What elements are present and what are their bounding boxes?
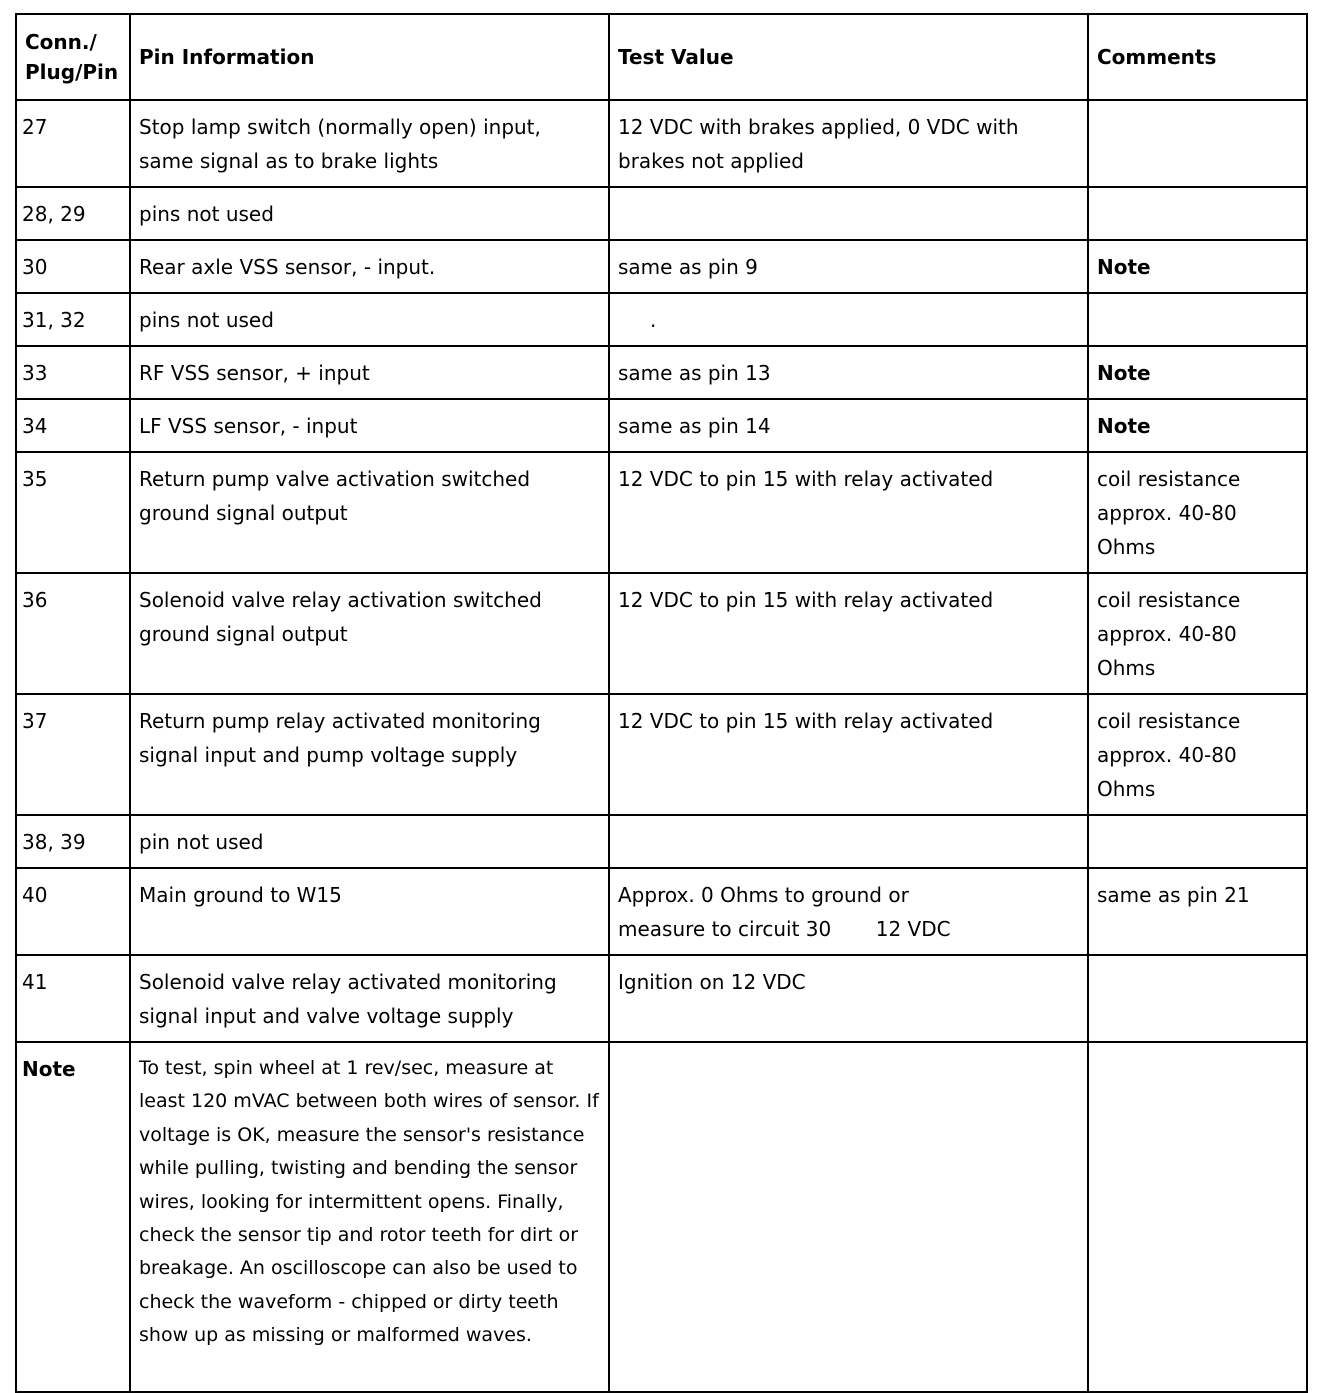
pin-info-table bbox=[15, 13, 1308, 1393]
row-test bbox=[609, 187, 1088, 240]
row-conn: 31, 32 bbox=[16, 293, 130, 346]
table-row bbox=[16, 293, 1307, 346]
row-comment bbox=[1088, 293, 1307, 346]
row-test: Approx. 0 Ohms to ground or measure to circuit 30 12 VDC bbox=[609, 868, 1088, 955]
table-row bbox=[16, 240, 1307, 293]
row-test: 12 VDC to pin 15 with relay activated bbox=[609, 452, 1088, 573]
row-info: Return pump valve activation switched ground signal output bbox=[130, 452, 609, 573]
row-info: pins not used bbox=[130, 293, 609, 346]
row-conn: 34 bbox=[16, 399, 130, 452]
row-conn: 27 bbox=[16, 100, 130, 187]
row-info: Stop lamp switch (normally open) input, same signal as to brake lights bbox=[130, 100, 609, 187]
row-test: Ignition on 12 VDC bbox=[609, 955, 1088, 1042]
row-info: LF VSS sensor, - input bbox=[130, 399, 609, 452]
table-row bbox=[16, 694, 1307, 815]
row-comment: Note bbox=[1088, 399, 1307, 452]
header-comments: Comments bbox=[1088, 14, 1307, 100]
row-test: 12 VDC to pin 15 with relay activated bbox=[609, 573, 1088, 694]
row-comment bbox=[1088, 187, 1307, 240]
note-label: Note bbox=[16, 1042, 130, 1392]
note-text: To test, spin wheel at 1 rev/sec, measure at least 120 mVAC between both wires of sensor. If voltage is OK, measure the sensor's resistance while pulling, twisting and bending the sensor wires, looking for intermittent opens. Finally, check the sensor tip and rotor teeth for dirt or breakage. An oscilloscope can also be used to check the waveform - chipped or dirty teeth show up as missing or malformed waves. bbox=[130, 1042, 609, 1392]
note-empty-comment bbox=[1088, 1042, 1307, 1392]
table-row bbox=[16, 399, 1307, 452]
row-test: 12 VDC to pin 15 with relay activated bbox=[609, 694, 1088, 815]
row-info: RF VSS sensor, + input bbox=[130, 346, 609, 399]
row-conn: 35 bbox=[16, 452, 130, 573]
row-conn: 37 bbox=[16, 694, 130, 815]
table-row bbox=[16, 955, 1307, 1042]
row-info: Solenoid valve relay activation switched ground signal output bbox=[130, 573, 609, 694]
table-body bbox=[16, 100, 1307, 1392]
table-row bbox=[16, 868, 1307, 955]
header-conn: Conn./ Plug/Pin bbox=[16, 14, 130, 100]
row-info: pins not used bbox=[130, 187, 609, 240]
row-info: Rear axle VSS sensor, - input. bbox=[130, 240, 609, 293]
row-conn: 41 bbox=[16, 955, 130, 1042]
table-row bbox=[16, 573, 1307, 694]
row-comment bbox=[1088, 100, 1307, 187]
row-conn: 30 bbox=[16, 240, 130, 293]
table-row bbox=[16, 346, 1307, 399]
row-comment: Note bbox=[1088, 346, 1307, 399]
row-comment: coil resistance approx. 40-80 Ohms bbox=[1088, 694, 1307, 815]
row-test: same as pin 14 bbox=[609, 399, 1088, 452]
header-test-value: Test Value bbox=[609, 14, 1088, 100]
row-test bbox=[609, 815, 1088, 868]
row-test: same as pin 9 bbox=[609, 240, 1088, 293]
table-row bbox=[16, 187, 1307, 240]
row-conn: 33 bbox=[16, 346, 130, 399]
row-conn: 28, 29 bbox=[16, 187, 130, 240]
note-empty-test bbox=[609, 1042, 1088, 1392]
header-pin-info: Pin Information bbox=[130, 14, 609, 100]
row-conn: 38, 39 bbox=[16, 815, 130, 868]
table-row bbox=[16, 100, 1307, 187]
row-test: same as pin 13 bbox=[609, 346, 1088, 399]
row-comment: coil resistance approx. 40-80 Ohms bbox=[1088, 452, 1307, 573]
row-test: . bbox=[609, 293, 1088, 346]
row-comment bbox=[1088, 815, 1307, 868]
table-header bbox=[16, 14, 1307, 100]
row-comment: Note bbox=[1088, 240, 1307, 293]
table-row bbox=[16, 452, 1307, 573]
row-info: pin not used bbox=[130, 815, 609, 868]
row-comment: coil resistance approx. 40-80 Ohms bbox=[1088, 573, 1307, 694]
table-row bbox=[16, 815, 1307, 868]
row-comment bbox=[1088, 955, 1307, 1042]
row-comment: same as pin 21 bbox=[1088, 868, 1307, 955]
row-conn: 40 bbox=[16, 868, 130, 955]
row-info: Return pump relay activated monitoring signal input and pump voltage supply bbox=[130, 694, 609, 815]
row-info: Main ground to W15 bbox=[130, 868, 609, 955]
row-conn: 36 bbox=[16, 573, 130, 694]
note-row bbox=[16, 1042, 1307, 1392]
row-test: 12 VDC with brakes applied, 0 VDC with brakes not applied bbox=[609, 100, 1088, 187]
row-info: Solenoid valve relay activated monitoring signal input and valve voltage supply bbox=[130, 955, 609, 1042]
